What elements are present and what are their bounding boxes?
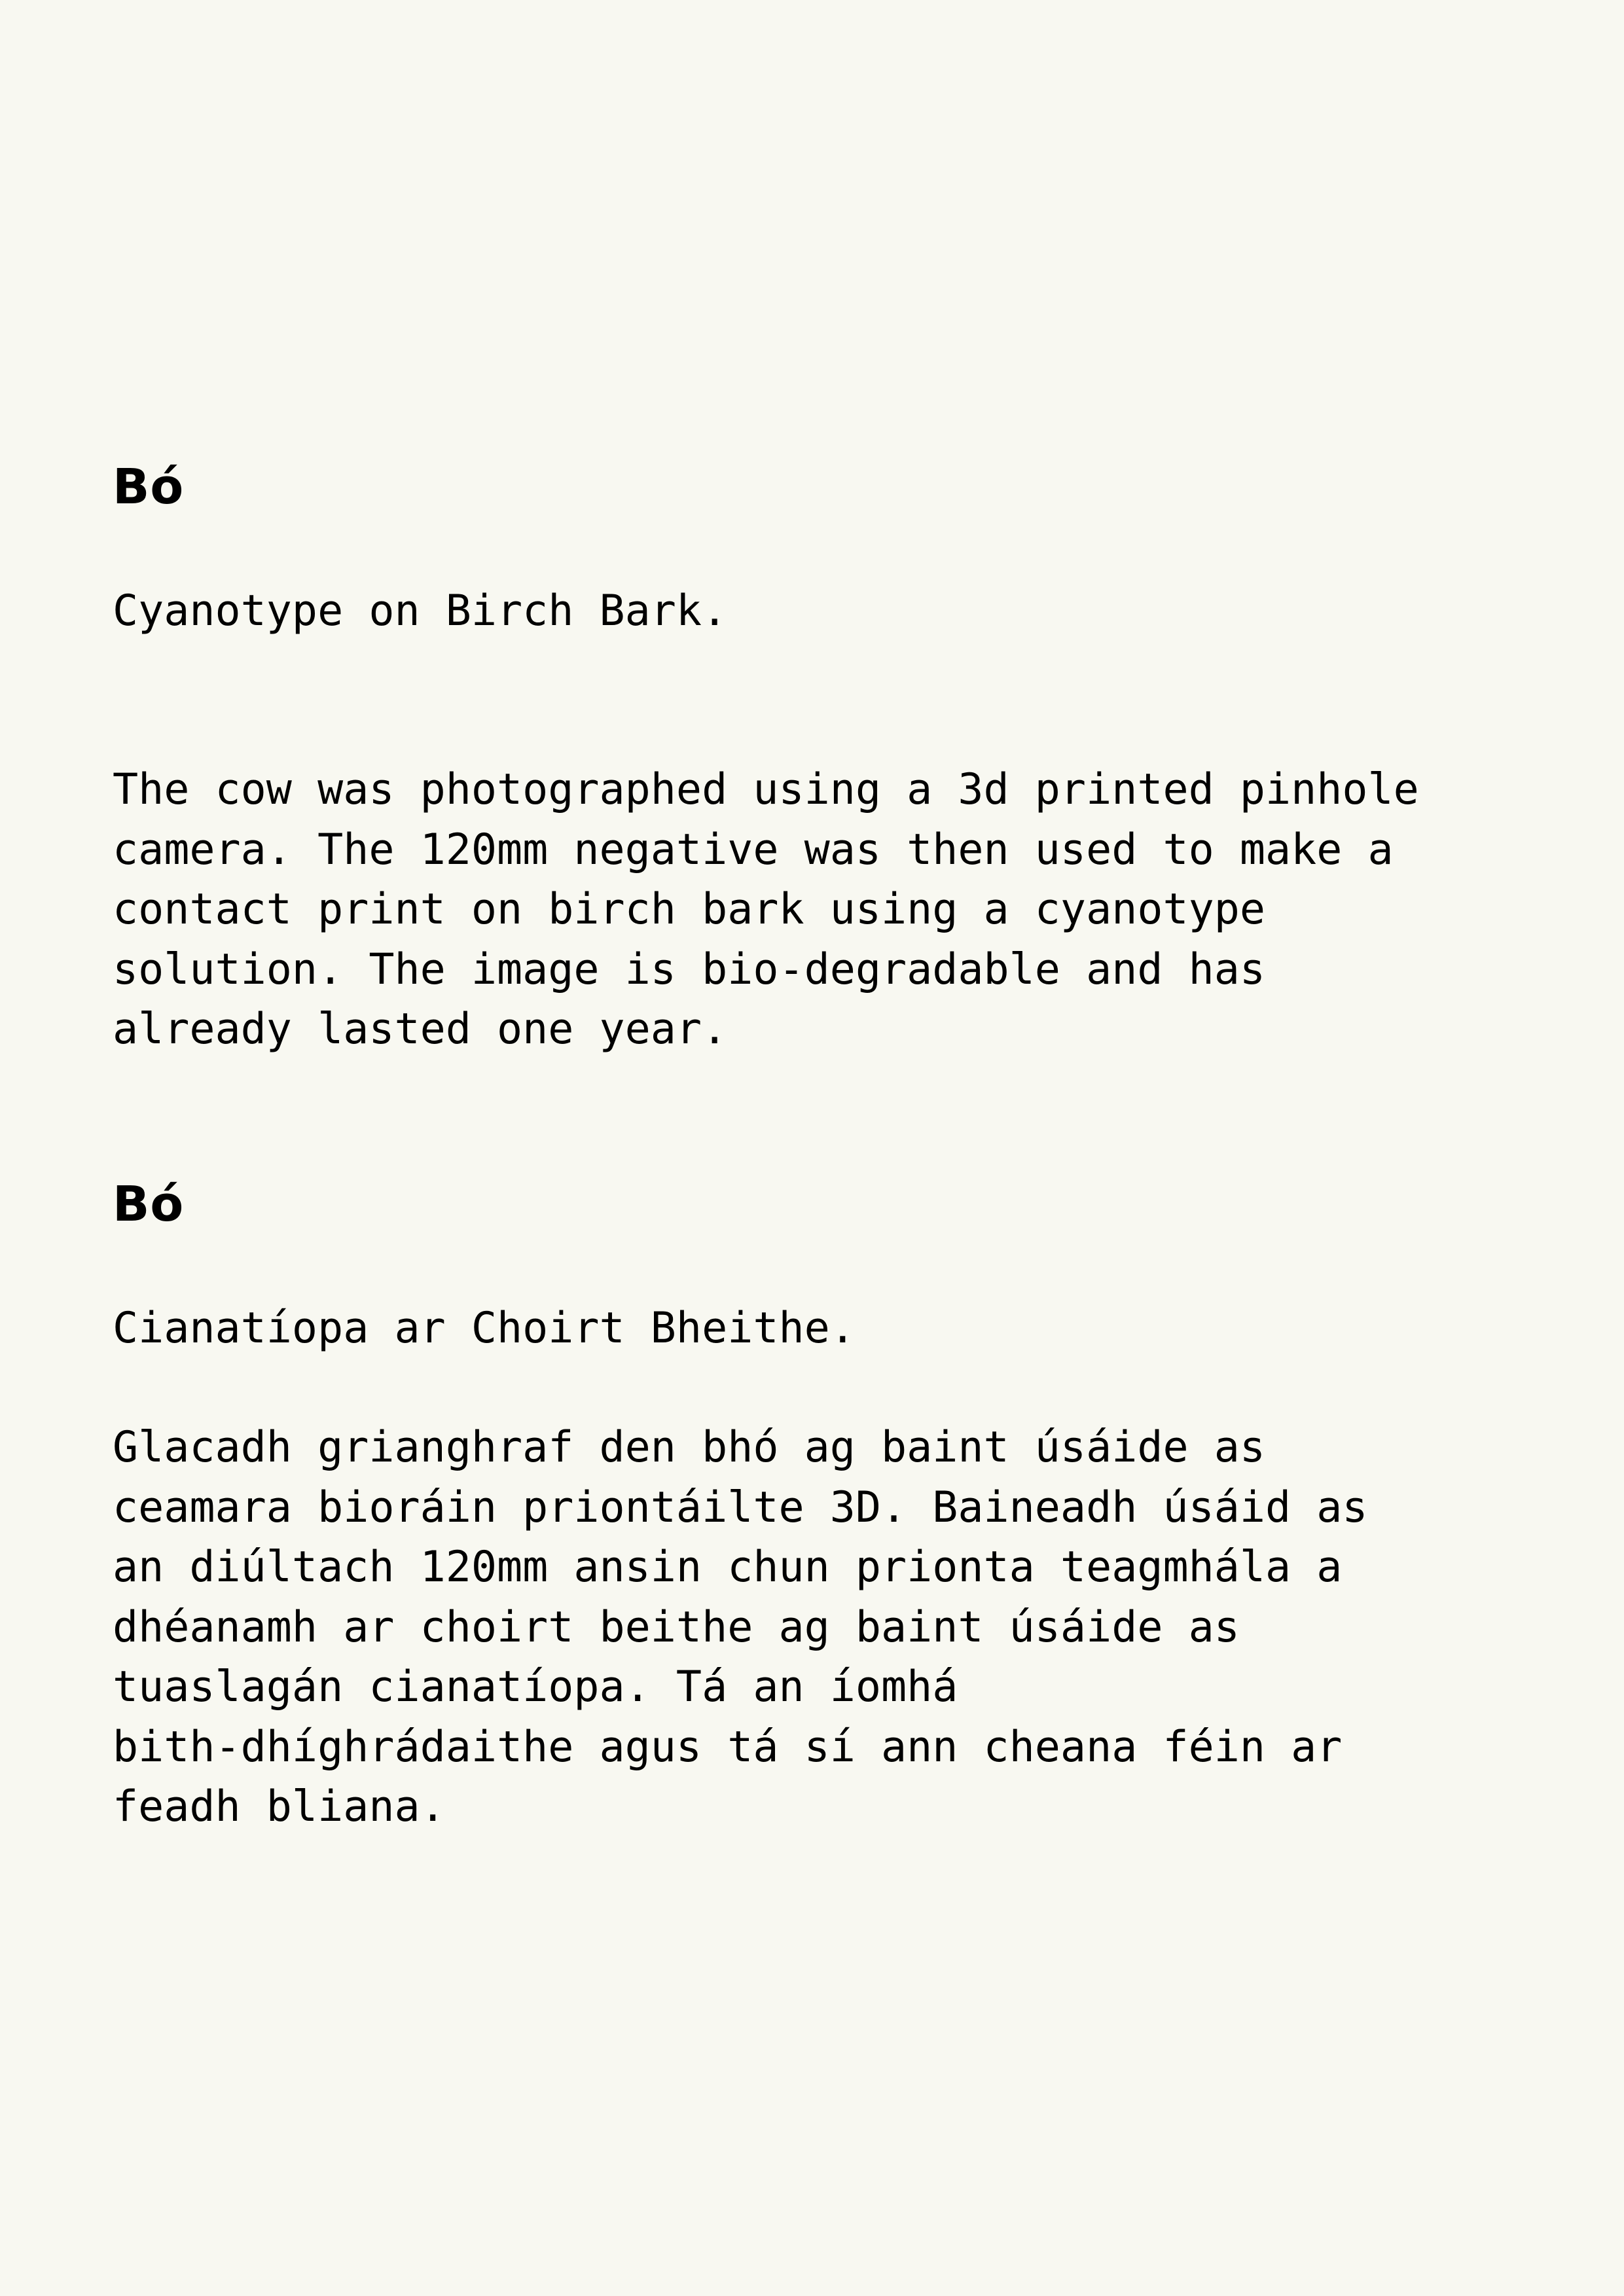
english-title: Bó xyxy=(113,459,185,515)
english-subtitle: Cyanotype on Birch Bark. xyxy=(113,586,728,636)
english-body: The cow was photographed using a 3d printed pinhole camera. The 120mm negative was then used to make a contact print on birch bark using a cyanotype solution. The image is bio-degradable and has already lasted one year. xyxy=(113,765,1419,1054)
irish-body: Glacadh grianghraf den bhó ag baint úsáide as ceamara bioráin priontáilte 3D. Baineadh úsáid as an diúltach 120mm ansin chun prionta teagmhála a dhéanamh ar choirt beithe ag baint úsáide as tuaslagán cianatíopa. Tá an íomhá bith-dhíghrádaithe agus tá sí ann cheana féin ar feadh bliana. xyxy=(113,1423,1368,1831)
irish-subtitle: Cianatíopa ar Choirt Bheithe. xyxy=(113,1304,856,1353)
irish-section xyxy=(113,1176,1520,1831)
english-section xyxy=(113,459,1520,1054)
irish-title: Bó xyxy=(113,1176,185,1232)
